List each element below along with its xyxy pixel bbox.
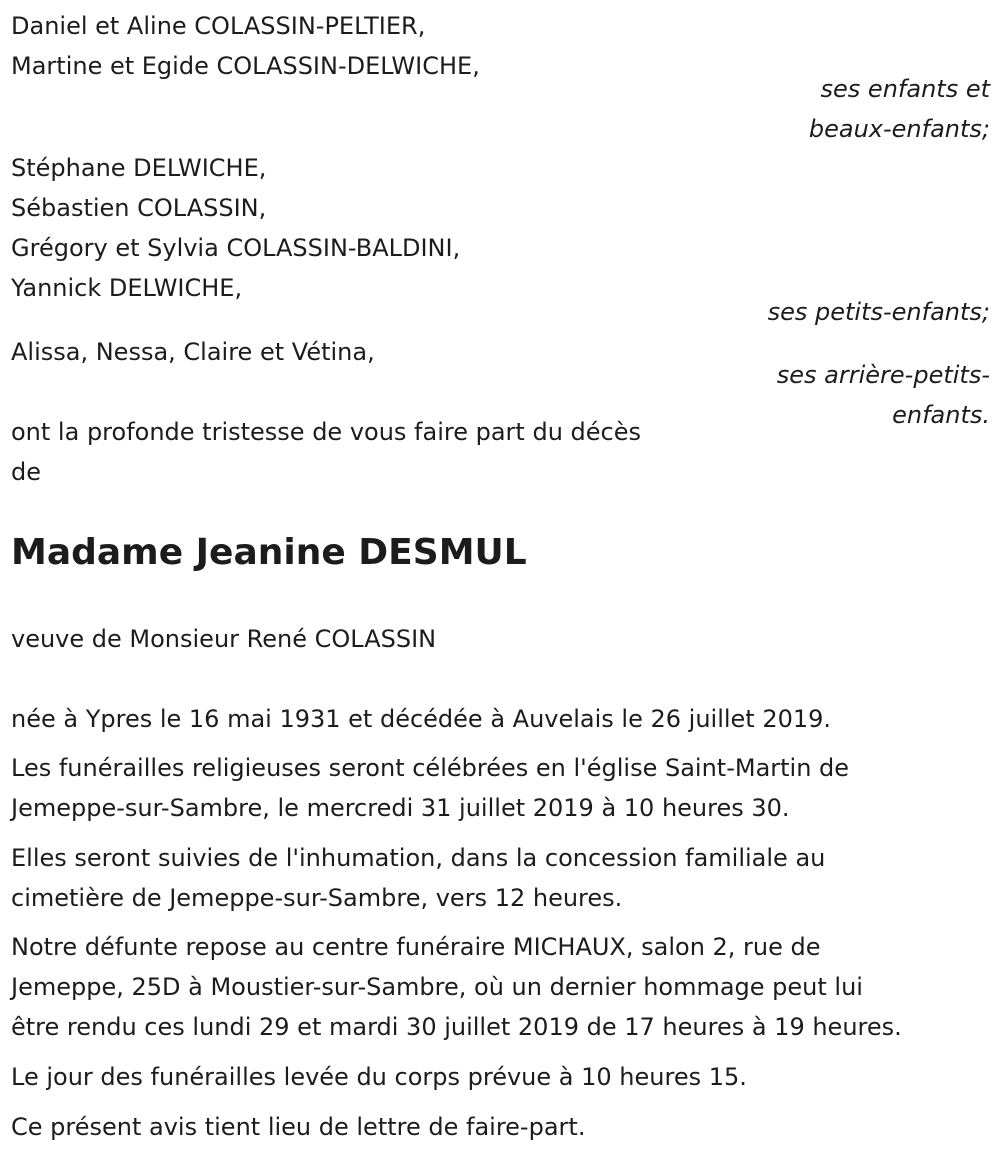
great-grandchildren-role: enfants.: [892, 401, 990, 429]
great-grandchildren-line: Alissa, Nessa, Claire et Vétina,: [11, 338, 375, 366]
rest-line: Jemeppe, 25D à Moustier-sur-Sambre, où un dernier hommage peut lui: [11, 973, 863, 1001]
great-grandchildren-role: ses arrière-petits-: [776, 361, 990, 389]
children-line: Martine et Egide COLASSIN-DELWICHE,: [11, 52, 480, 80]
grandchildren-line: Grégory et Sylvia COLASSIN-BALDINI,: [11, 234, 461, 262]
burial-line: Elles seront suivies de l'inhumation, dans la concession familiale au: [11, 844, 826, 872]
burial-line: cimetière de Jemeppe-sur-Sambre, vers 12 heures.: [11, 884, 623, 912]
grandchildren-role: ses petits-enfants;: [767, 298, 990, 326]
grandchildren-line: Sébastien COLASSIN,: [11, 194, 267, 222]
funeral-line: Les funérailles religieuses seront célébrées en l'église Saint-Martin de: [11, 754, 850, 782]
widow-of: veuve de Monsieur René COLASSIN: [11, 625, 437, 653]
grandchildren-line: Yannick DELWICHE,: [11, 274, 243, 302]
deceased-name: Madame Jeanine DESMUL: [11, 532, 527, 573]
birth-death-line: née à Ypres le 16 mai 1931 et décédée à Auvelais le 26 juillet 2019.: [11, 705, 832, 733]
rest-line: Notre défunte repose au centre funéraire MICHAUX, salon 2, rue de: [11, 933, 821, 961]
children-line: Daniel et Aline COLASSIN-PELTIER,: [11, 12, 426, 40]
rest-line: être rendu ces lundi 29 et mardi 30 juillet 2019 de 17 heures à 19 heures.: [11, 1013, 902, 1041]
children-role: ses enfants et: [820, 75, 990, 103]
announcement-line: de: [11, 458, 41, 486]
grandchildren-line: Stéphane DELWICHE,: [11, 154, 267, 182]
funeral-line: Jemeppe-sur-Sambre, le mercredi 31 juillet 2019 à 10 heures 30.: [11, 794, 790, 822]
children-role: beaux-enfants;: [808, 115, 990, 143]
announcement-line: ont la profonde tristesse de vous faire part du décès: [11, 418, 641, 446]
notice-line: Ce présent avis tient lieu de lettre de faire-part.: [11, 1113, 586, 1141]
levee-line: Le jour des funérailles levée du corps prévue à 10 heures 15.: [11, 1063, 747, 1091]
